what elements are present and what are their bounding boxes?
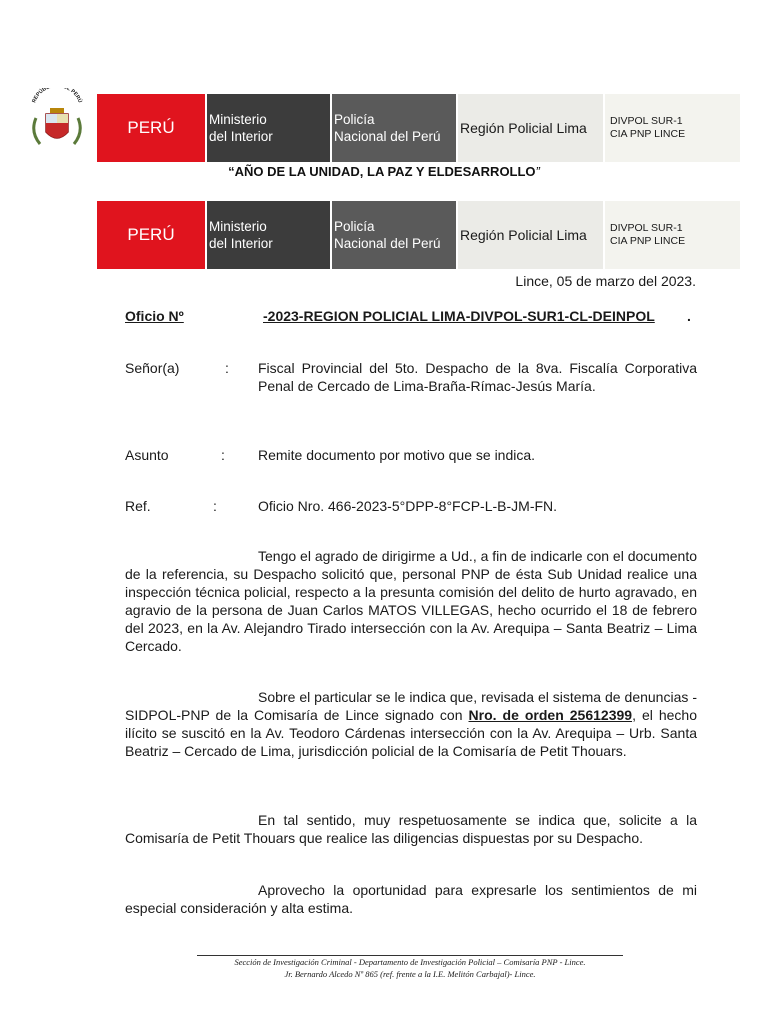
divpol-label: DIVPOL SUR-1 CIA PNP LINCE: [605, 94, 740, 162]
document-date: Lince, 05 de marzo del 2023.: [515, 273, 696, 289]
field-recipient: Señor(a) : Fiscal Provincial del 5to. Despacho de la 8va. Fiscalía Corporativa Penal de Cercado de Lima-Braña-Rímac-Jesús María.: [125, 360, 697, 394]
header-band-second: [97, 201, 740, 269]
year-motto: “AÑO DE LA UNIDAD, LA PAZ Y ELDESARROLLO”: [228, 164, 540, 179]
divpol-label: DIVPOL SUR-1 CIA PNP LINCE: [605, 201, 740, 269]
order-number: Nro. de orden 25612399: [468, 707, 633, 723]
svg-text:REPÚBLICA DEL PERÚ: REPÚB L PERÚ: [31, 88, 83, 104]
body-paragraph-2: Sobre el particular se le indica que, revisada el sistema de denuncias -SIDPOL-PNP de la Comisaría de Lince signado con Nro. de orden 25612399, el hecho ilícito se suscitó en la Av. Teodoro Cárdenas intersección con la Av. Arequipa – Urb. Santa Beatriz – Cercado de Lima, jurisdicción policial de la Comisaría de Petit Thouars.: [125, 689, 698, 759]
oficio-number-heading: Oficio Nº -2023-REGION POLICIAL LIMA-DIVPOL-SUR1-CL-DEINPOL .: [125, 308, 691, 324]
ministry-label: Ministerio del Interior: [207, 94, 330, 162]
field-reference: Ref. : Oficio Nro. 466-2023-5°DPP-8°FCP-L-B-JM-FN.: [125, 498, 558, 514]
police-label: Policía Nacional del Perú: [332, 94, 456, 162]
police-label: Policía Nacional del Perú: [332, 201, 456, 269]
ministry-label: Ministerio del Interior: [207, 201, 330, 269]
footer-divider: [197, 955, 623, 956]
peru-label: PERÚ: [97, 201, 205, 269]
body-paragraph-3: En tal sentido, muy respetuosamente se indica que, solicite a la Comisaría de Petit Thouars que realice las diligencias dispuestas por su Despacho.: [125, 812, 697, 846]
footer-line-2: Jr. Bernardo Alcedo Nº 865 (ref. frente a la I.E. Melitón Carbajal)- Lince.: [284, 969, 536, 979]
body-paragraph-4: Aprovecho la oportunidad para expresarle los sentimientos de mi especial consideración y alta estima.: [125, 882, 697, 916]
footer-line-1: Sección de Investigación Criminal - Departamento de Investigación Policial – Comisaría PNP - Lince.: [234, 957, 586, 967]
peru-label: PERÚ: [97, 94, 205, 162]
field-subject: Asunto : Remite documento por motivo que se indica.: [125, 447, 536, 463]
republic-seal-icon: [26, 88, 88, 154]
body-paragraph-1: Tengo el agrado de dirigirme a Ud., a fin de indicarle con el documento de la referencia, su Despacho solicitó que, personal PNP de ésta Sub Unidad realice una inspección técnica policial, respecto a la presunta comisión del delito de hurto agravado, en agravio de la persona de Juan Carlos MATOS VILLEGAS, hecho ocurrido el 18 de febrero del 2023, en la Av. Alejandro Tirado intersección con la Av. Arequipa – Santa Beatriz – Lima Cercado.: [125, 548, 697, 654]
region-label: Región Policial Lima: [458, 201, 603, 269]
region-label: Región Policial Lima: [458, 94, 603, 162]
header-band-top: [97, 94, 740, 162]
